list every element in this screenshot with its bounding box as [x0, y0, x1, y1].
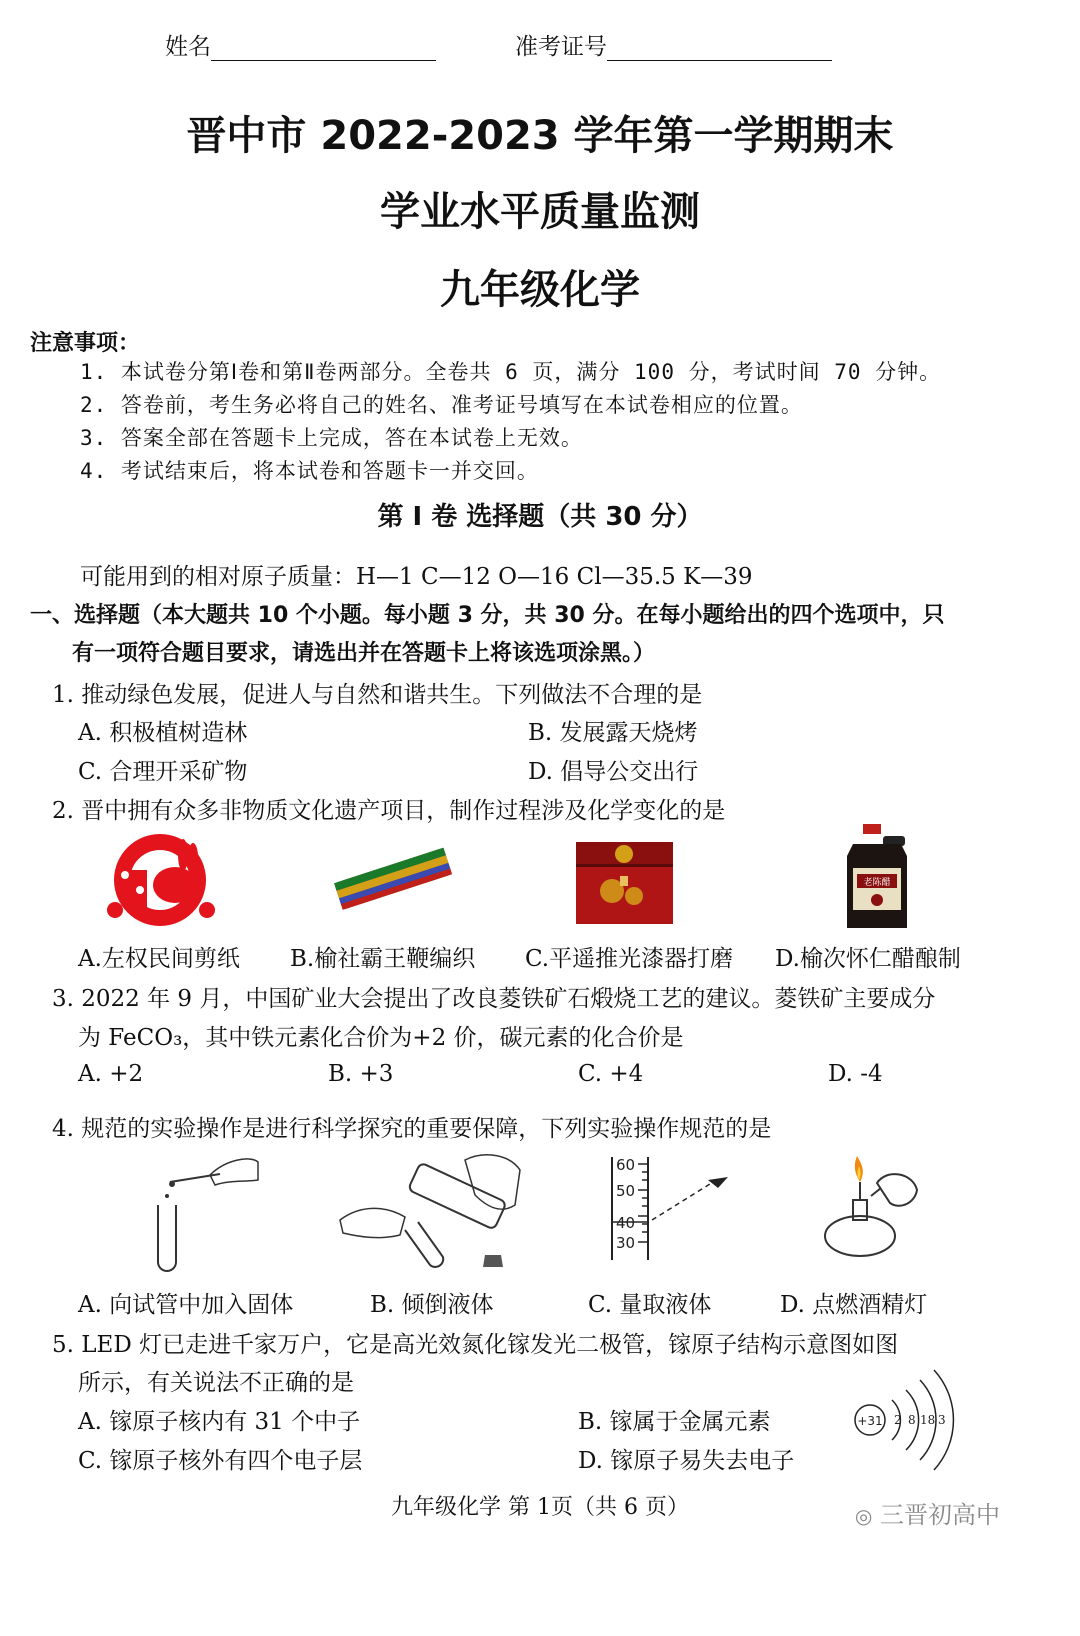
q1-option-a[interactable]: A. 积极植树造林: [78, 720, 248, 746]
q2-option-d[interactable]: D.榆次怀仁醋酿制: [775, 946, 961, 972]
cylinder-tick-label: 60: [616, 1156, 636, 1174]
exam-id-blank[interactable]: [607, 34, 832, 61]
electron-count: 2: [894, 1413, 902, 1427]
q1-option-b[interactable]: B. 发展露天烧烤: [528, 720, 698, 746]
atomic-masses: 可能用到的相对原子质量：H—1 C—12 O—16 Cl—35.5 K—39: [80, 564, 753, 590]
cylinder-tick-label: 30: [616, 1234, 636, 1252]
notice-heading: 注意事项：: [30, 331, 141, 356]
q4-stem: 4. 规范的实验操作是进行科学探究的重要保障，下列实验操作规范的是: [52, 1116, 772, 1142]
q4-option-d[interactable]: D. 点燃酒精灯: [780, 1292, 928, 1318]
q2-option-b[interactable]: B.榆社霸王鞭编织: [290, 946, 476, 972]
q2-stem: 2. 晋中拥有众多非物质文化遗产项目，制作过程涉及化学变化的是: [52, 798, 726, 824]
nucleus-charge: +31: [857, 1414, 883, 1428]
name-label: 姓名: [165, 34, 211, 60]
q3-stem-line2: 为 FeCO₃，其中铁元素化合价为+2 价，碳元素的化合价是: [78, 1025, 684, 1051]
whip-weaving-image: [325, 835, 460, 920]
section-title: 第 I 卷 选择题（共 30 分）: [377, 502, 703, 532]
gallium-atom-structure-diagram: [850, 1362, 950, 1482]
electron-count: 8: [908, 1413, 916, 1427]
q3-option-c[interactable]: C. +4: [578, 1061, 644, 1087]
q2-option-c[interactable]: C.平遥推光漆器打磨: [525, 946, 734, 972]
cylinder-tick-label: 50: [616, 1182, 636, 1200]
q5-option-d[interactable]: D. 镓原子易失去电子: [578, 1448, 795, 1474]
cylinder-tick-label: 40: [616, 1214, 636, 1232]
notice-item: 2. 答卷前，考生务必将自己的姓名、准考证号填写在本试卷相应的位置。: [80, 393, 803, 417]
watermark: [855, 1495, 1000, 1530]
name-field[interactable]: [165, 28, 436, 61]
q3-stem-line1: 3. 2022 年 9 月，中国矿业大会提出了改良菱铁矿石煅烧工艺的建议。菱铁矿主要成分: [52, 986, 936, 1012]
page-footer: 九年级化学 第 1页（共 6 页）: [391, 1495, 689, 1520]
alcohol-lamp-image: [815, 1148, 930, 1263]
q1-stem: 1. 推动绿色发展，促进人与自然和谐共生。下列做法不合理的是: [52, 682, 703, 708]
instructions-line2: 有一项符合题目要求，请选出并在答题卡上将该选项涂黑。）: [72, 641, 656, 666]
title-line1: 晋中市 2022-2023 学年第一学期期末: [186, 113, 894, 159]
title-line2: 学业水平质量监测: [380, 189, 700, 235]
q1-option-d[interactable]: D. 倡导公交出行: [528, 759, 699, 785]
wechat-icon: ◎: [854, 1504, 873, 1528]
q3-option-a[interactable]: A. +2: [78, 1061, 144, 1087]
q5-option-b[interactable]: B. 镓属于金属元素: [578, 1409, 771, 1435]
watermark-text: 三晋初高中: [880, 1501, 1000, 1529]
pour-liquid-image: [335, 1145, 535, 1275]
vinegar-label: 老陈醋: [863, 878, 891, 888]
notice-item: 3. 答案全部在答题卡上完成，答在本试卷上无效。: [80, 426, 583, 450]
q5-option-c[interactable]: C. 镓原子核外有四个电子层: [78, 1448, 363, 1474]
name-blank[interactable]: [211, 34, 436, 61]
q5-option-a[interactable]: A. 镓原子核内有 31 个中子: [78, 1409, 361, 1435]
instructions-line1: 一、选择题（本大题共 10 个小题。每小题 3 分，共 30 分。在每小题给出的四个选项中，只: [30, 603, 945, 628]
exam-id-label: 准考证号: [515, 34, 607, 60]
q4-option-b[interactable]: B. 倾倒液体: [370, 1292, 494, 1318]
q5-stem-line1: 5. LED 灯已走进千家万户，它是高光效氮化镓发光二极管，镓原子结构示意图如图: [52, 1332, 899, 1358]
q4-option-c[interactable]: C. 量取液体: [588, 1292, 712, 1318]
q3-option-b[interactable]: B. +3: [328, 1061, 394, 1087]
exam-id-field[interactable]: [515, 28, 832, 61]
title-line3: 九年级化学: [440, 267, 640, 313]
q2-option-a[interactable]: A.左权民间剪纸: [78, 946, 240, 972]
vinegar-bottle-image: [843, 822, 911, 932]
q4-option-a[interactable]: A. 向试管中加入固体: [78, 1292, 294, 1318]
notice-item: 4. 考试结束后，将本试卷和答题卡一并交回。: [80, 459, 539, 483]
q5-stem-line2: 所示，有关说法不正确的是: [78, 1370, 354, 1396]
notice-item: 1. 本试卷分第Ⅰ卷和第Ⅱ卷两部分。全卷共 6 页，满分 100 分，考试时间 70 分钟。: [80, 360, 942, 384]
electron-count: 3: [938, 1413, 946, 1427]
test-tube-solid-image: [150, 1150, 265, 1275]
q3-option-d[interactable]: D. -4: [828, 1061, 883, 1087]
eye-icon: [708, 1177, 728, 1188]
q1-option-c[interactable]: C. 合理开采矿物: [78, 759, 248, 785]
paper-cut-rabbit-image: [95, 830, 225, 930]
lacquer-box-image: [572, 836, 677, 928]
electron-count: 18: [920, 1413, 936, 1427]
measuring-cylinder-image: [600, 1152, 745, 1267]
